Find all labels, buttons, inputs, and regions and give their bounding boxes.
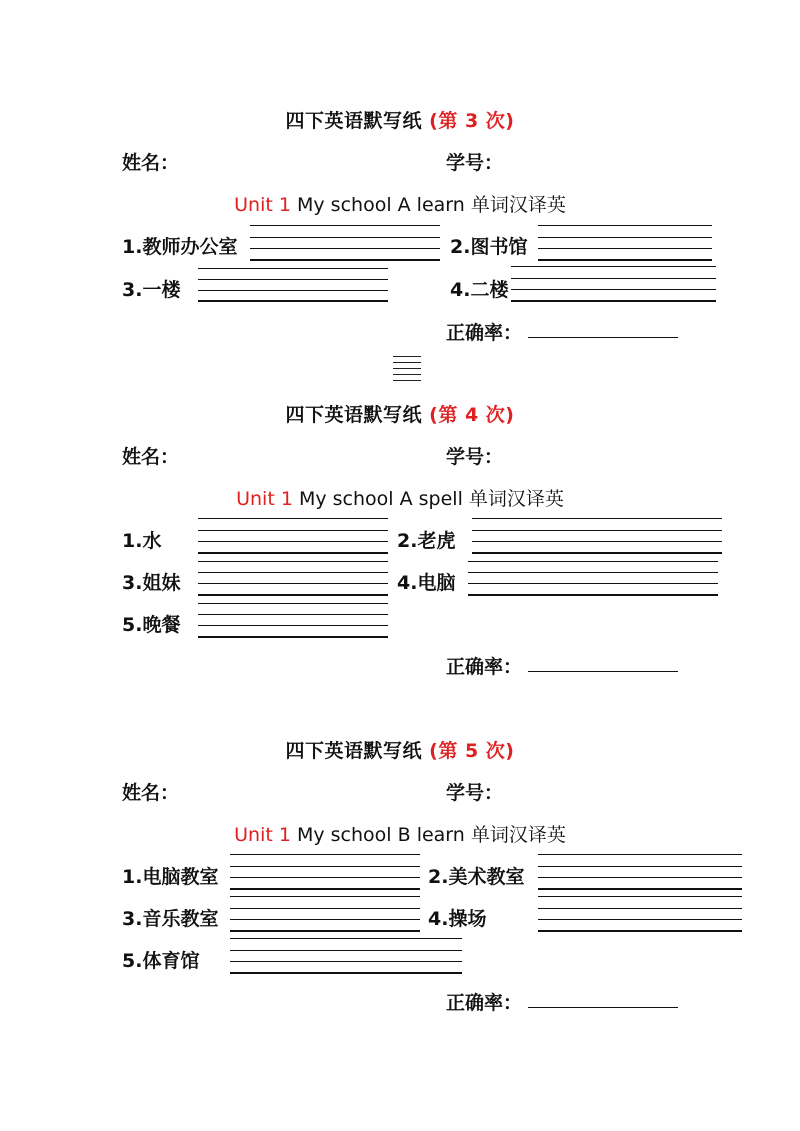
answer-line[interactable] [250,237,440,238]
separator-line [393,356,421,357]
student-id-label: 学号： [446,446,504,468]
item-label: 4.操场 [428,908,487,930]
separator-line [393,374,421,375]
answer-line[interactable] [198,583,388,584]
answer-line[interactable] [468,583,718,584]
title-text: 四下英语默写纸 [285,740,423,762]
item-label: 2.图书馆 [450,236,528,258]
answer-line[interactable] [472,541,722,542]
item-label: 5.体育馆 [122,950,200,972]
answer-line[interactable] [230,877,420,878]
item-label: 3.姐妹 [122,572,181,594]
separator-line [393,362,421,363]
answer-line[interactable] [511,266,716,267]
answer-line[interactable] [472,530,722,531]
answer-line[interactable] [230,854,420,855]
section-2-title [0,400,800,427]
title-count: (第 5 次) [429,740,515,762]
answer-line[interactable] [198,300,388,302]
answer-line[interactable] [250,248,440,249]
answer-line[interactable] [230,972,462,974]
unit-heading [0,820,800,847]
answer-line[interactable] [468,572,718,573]
answer-line[interactable] [230,930,420,932]
accuracy-line[interactable] [528,337,678,338]
title-text: 四下英语默写纸 [285,404,423,426]
item-label: 4.电脑 [397,572,456,594]
answer-line[interactable] [538,854,742,855]
answer-line[interactable] [538,248,712,249]
answer-line[interactable] [538,919,742,920]
answer-line[interactable] [511,278,716,279]
separator-line [393,380,421,381]
item-label: 3.一楼 [122,279,181,301]
answer-line[interactable] [198,279,388,280]
answer-line[interactable] [198,552,388,554]
answer-line[interactable] [538,888,742,890]
answer-line[interactable] [538,259,712,261]
answer-line[interactable] [230,888,420,890]
answer-line[interactable] [198,530,388,531]
item-label: 3.音乐教室 [122,908,219,930]
answer-line[interactable] [538,908,742,909]
answer-line[interactable] [230,919,420,920]
answer-line[interactable] [230,896,420,897]
unit-number: Unit 1 [234,194,291,216]
title-text: 四下英语默写纸 [285,110,423,132]
answer-line[interactable] [198,541,388,542]
accuracy-label: 正确率： [446,992,523,1014]
item-label: 1.水 [122,530,162,552]
accuracy-label: 正确率： [446,322,523,344]
item-label: 4.二楼 [450,279,509,301]
answer-line[interactable] [230,866,420,867]
unit-number: Unit 1 [236,488,293,510]
answer-line[interactable] [538,237,712,238]
answer-line[interactable] [198,518,388,519]
answer-line[interactable] [230,908,420,909]
unit-description: My school A spell 单词汉译英 [298,488,564,510]
name-label: 姓名： [122,446,180,468]
section-1-title [0,106,800,133]
answer-line[interactable] [538,877,742,878]
student-id-label: 学号： [446,782,504,804]
answer-line[interactable] [230,961,462,962]
title-count: (第 4 次) [429,404,515,426]
answer-line[interactable] [511,289,716,290]
answer-line[interactable] [468,594,718,596]
accuracy-label: 正确率： [446,656,523,678]
answer-line[interactable] [511,300,716,302]
item-label: 2.老虎 [397,530,456,552]
answer-line[interactable] [198,561,388,562]
item-label: 1.教师办公室 [122,236,238,258]
item-label: 5.晚餐 [122,614,181,636]
answer-line[interactable] [468,561,718,562]
unit-description: My school A learn 单词汉译英 [297,194,566,216]
answer-line[interactable] [538,930,742,932]
answer-line[interactable] [198,625,388,626]
answer-line[interactable] [538,225,712,226]
answer-line[interactable] [538,866,742,867]
unit-heading [0,484,800,511]
answer-line[interactable] [230,938,462,939]
section-3-title [0,736,800,763]
answer-line[interactable] [230,950,462,951]
answer-line[interactable] [250,225,440,226]
answer-line[interactable] [472,518,722,519]
answer-line[interactable] [538,896,742,897]
item-label: 2.美术教室 [428,866,525,888]
item-label: 1.电脑教室 [122,866,219,888]
answer-line[interactable] [472,552,722,554]
answer-line[interactable] [198,290,388,291]
answer-line[interactable] [250,259,440,261]
name-label: 姓名： [122,782,180,804]
student-id-label: 学号： [446,152,504,174]
unit-number: Unit 1 [234,824,291,846]
answer-line[interactable] [198,636,388,638]
answer-line[interactable] [198,603,388,604]
answer-line[interactable] [198,594,388,596]
title-count: (第 3 次) [429,110,515,132]
separator-line [393,368,421,369]
answer-line[interactable] [198,614,388,615]
answer-line[interactable] [198,572,388,573]
name-label: 姓名： [122,152,180,174]
answer-line[interactable] [198,268,388,269]
unit-description: My school B learn 单词汉译英 [296,824,566,846]
accuracy-line[interactable] [528,671,678,672]
accuracy-line[interactable] [528,1007,678,1008]
unit-heading [0,190,800,217]
